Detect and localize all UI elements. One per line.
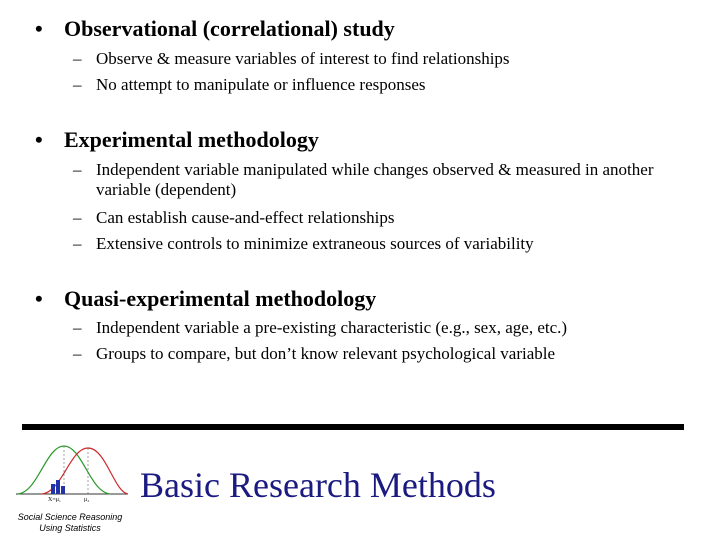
logo-label-left: X=μ₁ [48,497,62,502]
dash: – [73,75,82,94]
dash: – [73,49,82,68]
heading-text: Observational (correlational) study [64,16,395,41]
logo-caption [0,512,140,534]
item-text: Independent variable manipulated while changes observed & measured in another variable (dependent) [96,160,654,199]
heading-text: Quasi-experimental methodology [64,286,377,311]
item-text: Can establish cause-and-effect relationships [96,208,395,227]
logo-caption-line-2: Using Statistics [39,523,101,533]
logo-caption-line-1: Social Science Reasoning [17,512,123,522]
logo-label-right: μ₂ [84,497,90,502]
heading-text: Experimental methodology [64,127,319,152]
item-text: Extensive controls to minimize extraneous sources of variability [96,234,534,253]
item-text: Independent variable a pre-existing characteristic (e.g., sex, age, etc.) [96,318,568,337]
dash: – [73,234,82,253]
bullet: • [35,16,43,41]
bullet: • [35,127,43,152]
dash: – [73,160,82,179]
item-text: Observe & measure variables of interest to find relationships [96,49,510,68]
footer-divider [22,424,684,430]
item-text: Groups to compare, but don’t know relevant psychological variable [96,344,556,363]
dash: – [73,344,82,363]
dash: – [73,318,82,337]
bullet: • [35,286,43,311]
footer-title: Basic Research Methods [140,465,496,505]
item-text: No attempt to manipulate or influence responses [96,75,426,94]
dash: – [73,208,82,227]
normal-curves-logo-icon [14,436,130,502]
